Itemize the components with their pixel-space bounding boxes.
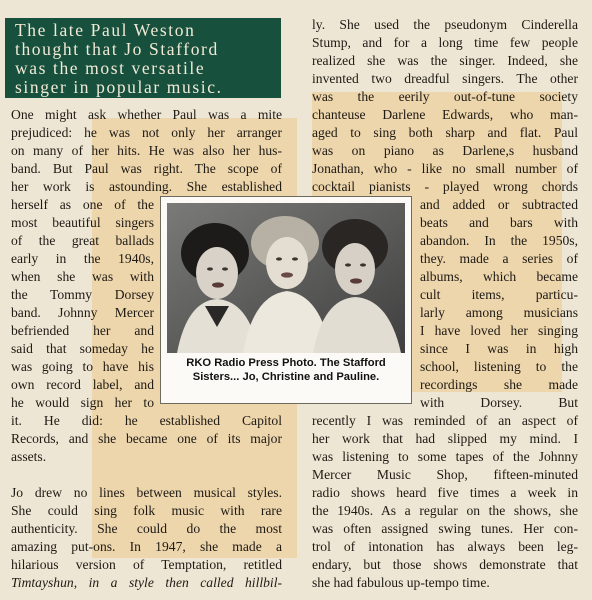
body-line: Records, and she became one of its major: [11, 431, 282, 446]
body-line: herself as one of the: [11, 197, 154, 212]
body-line: was often assigned swing tunes. Her con-: [312, 521, 578, 536]
body-line: endary, but those shows demonstrate that: [312, 557, 578, 572]
body-line: was the eerily out-of-tune society: [312, 89, 578, 104]
body-line: befriended her and: [11, 323, 154, 338]
body-line: since I was in high: [420, 341, 578, 356]
body-line: on many of her hits. He was also her hus-: [11, 143, 282, 158]
body-line: amazing put-ons. In 1947, she made a: [11, 539, 282, 554]
body-line: was going to have his: [11, 359, 154, 374]
title-box: [5, 18, 281, 98]
caption-line: Sisters... Jo, Christine and Pauline.: [192, 371, 380, 383]
body-line: school, listening to the: [420, 359, 578, 374]
body-line: was on piano as Darlene,s husband: [312, 143, 578, 158]
body-line: cult items, particu-: [420, 287, 578, 302]
body-line: with Dorsey. But: [420, 395, 578, 410]
body-line: said that someday he: [11, 341, 154, 356]
body-line: cocktail pianists - played wrong chords: [312, 179, 578, 194]
title-line: was the most versatile: [15, 58, 206, 78]
body-line: radio shows heard five times a week in: [312, 485, 578, 500]
photo-caption: [167, 356, 405, 384]
body-line: she had fabulous up-tempo time.: [312, 575, 490, 590]
body-line: albums, which became: [420, 269, 578, 284]
body-line: band. But Paul was right. The scope of: [11, 161, 282, 176]
body-line: her work is astounding. She established: [11, 179, 282, 194]
body-line: Stump, and for a long time few people: [312, 35, 578, 50]
body-line: ly. She used the pseudonym Cinderella: [312, 17, 578, 32]
body-line: Jo drew no lines between musical styles.: [11, 485, 282, 500]
caption-line: RKO Radio Press Photo. The Stafford: [186, 357, 386, 369]
body-line: when she was with: [11, 269, 154, 284]
body-line: of the great ballads: [11, 233, 154, 248]
body-line: invented two dreadful singers. The other: [312, 71, 578, 86]
title-line: thought that Jo Stafford: [15, 39, 219, 59]
body-line: authenticity. She could do the most: [11, 521, 282, 536]
photo-frame: [160, 196, 412, 404]
body-line: the Tommy Dorsey: [11, 287, 154, 302]
title-line: singer in popular music.: [15, 77, 223, 97]
body-line: band. Johnny Mercer: [11, 305, 154, 320]
body-line: Mercer Music Shop, fifteen-minuted: [312, 467, 578, 482]
body-line: prejudiced: he was not only her arranger: [11, 125, 282, 140]
body-line: assets.: [11, 449, 47, 464]
body-line: it. He did: he established Capitol: [11, 413, 282, 428]
body-line: and added or subtracted: [420, 197, 578, 212]
body-line: larly among musicians: [420, 305, 578, 320]
body-line: beats and bars with: [420, 215, 578, 230]
photo: [167, 203, 405, 353]
body-line: She could sing folk music with rare: [11, 503, 282, 518]
body-line: I have loved her singing: [420, 323, 578, 338]
body-line: they. made a series of: [420, 251, 578, 266]
body-line: the 1940s. As a regular on the shows, she: [312, 503, 578, 518]
body-line: own record label, and: [11, 377, 154, 392]
body-line: recently I was reminded of an aspect of: [312, 413, 578, 428]
body-line: Jonathan, who - like no small number of: [312, 161, 578, 176]
body-line: hilarious version of Temptation, retitled: [11, 557, 282, 572]
title-line: The late Paul Weston: [15, 20, 196, 40]
body-line: he would sign her to: [11, 395, 154, 410]
body-line: chanteuse Darlene Edwards, who man-: [312, 107, 578, 122]
body-line: most beautiful singers: [11, 215, 154, 230]
body-line: aged to sing both sharp and flat. Paul: [312, 125, 578, 140]
body-line: abandon. In the 1950s,: [420, 233, 578, 248]
body-line: was listening to some tapes of the Johnny: [312, 449, 578, 464]
body-line: her work that had slipped my mind. I: [312, 431, 578, 446]
body-line: trol of intonation has always been leg-: [312, 539, 578, 554]
body-line: One might ask whether Paul was a mite: [11, 107, 282, 122]
photo-illustration: [167, 203, 405, 353]
body-line: Timtayshun, in a style then called hillbil-: [11, 575, 282, 590]
body-line: realized she was the singer. Indeed, she: [312, 53, 578, 68]
body-line: recordings she made: [420, 377, 578, 392]
body-line: early in the 1940s,: [11, 251, 154, 266]
